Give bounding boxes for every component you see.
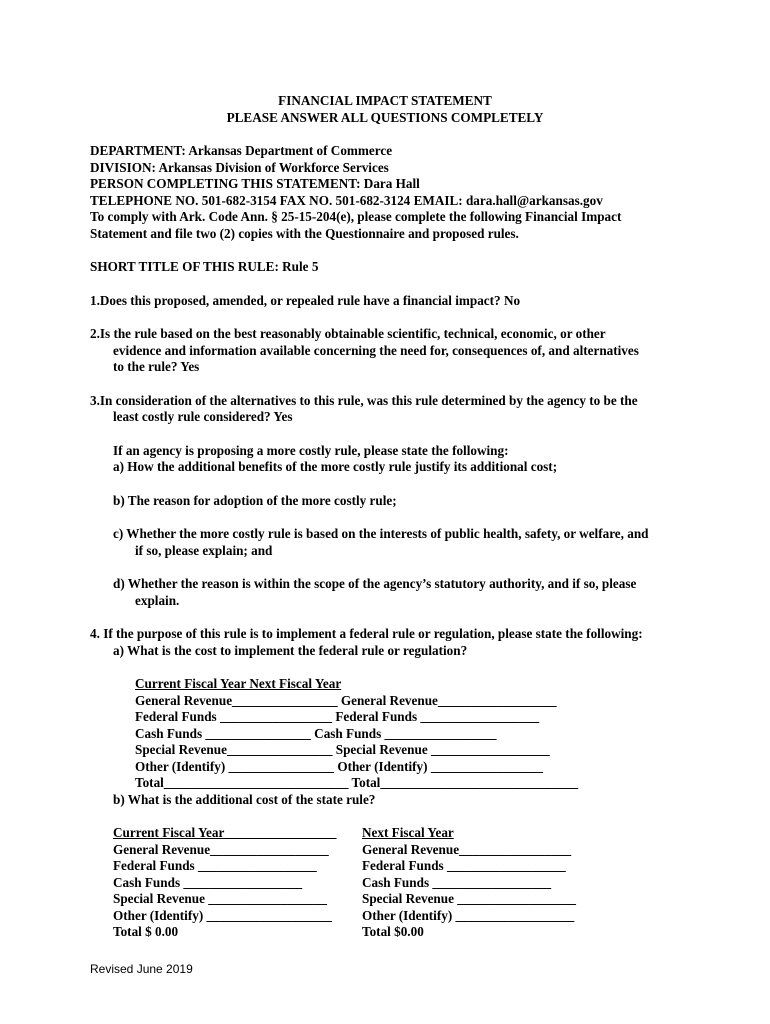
telephone-line: TELEPHONE NO. 501-682-3154 FAX NO. 501-682-3124 EMAIL: dara.hall@arkansas.gov (90, 192, 603, 208)
document-title: FINANCIAL IMPACT STATEMENT (278, 93, 492, 108)
state-cost-row: Other (Identify) ___________________ (113, 907, 332, 923)
state-cost-row: Special Revenue __________________ (362, 891, 576, 906)
state-cost-row: General Revenue__________________ (113, 841, 329, 857)
state-cost-row: Total $ 0.00 (113, 924, 179, 939)
costly-rule-b: b) The reason for adoption of the more costly rule; (113, 492, 397, 508)
financial-impact-statement (90, 93, 690, 941)
state-cost-next-year (362, 825, 576, 941)
question-4-a: a) What is the cost to implement the federal rule or regulation? (113, 642, 468, 658)
state-cost-row: General Revenue_________________ (362, 841, 572, 857)
question-4 (90, 626, 690, 941)
costly-rule-c-line-2: if so, please explain; and (135, 542, 273, 558)
state-cost-row: Federal Funds __________________ (113, 858, 317, 873)
federal-cost-row: Special Revenue________________ Special Revenue __________________ (135, 742, 550, 757)
state-cost-current-header: Current Fiscal Year (113, 825, 225, 840)
state-cost-current-year (113, 825, 336, 941)
state-cost-row: Total $0.00 (362, 924, 424, 939)
department-line: DEPARTMENT: Arkansas Department of Commerce (90, 143, 393, 158)
costly-rule-intro: If an agency is proposing a more costly rule, please state the following: (113, 442, 509, 458)
short-title: SHORT TITLE OF THIS RULE: Rule 5 (90, 259, 319, 274)
state-cost-next-header: Next Fiscal Year (362, 825, 454, 840)
division-line: DIVISION: Arkansas Division of Workforce Services (90, 159, 389, 175)
comply-line-2: Statement and file two (2) copies with the Questionnaire and proposed rules. (90, 225, 519, 241)
comply-line-1: To comply with Ark. Code Ann. § 25-15-204(e), please complete the following Financial Impact (90, 209, 622, 224)
question-1: 1.Does this proposed, amended, or repealed rule have a financial impact? No (90, 292, 521, 308)
state-cost-row: Cash Funds __________________ (362, 874, 552, 890)
state-cost-row: Other (Identify) __________________ (362, 907, 575, 923)
state-cost-row: Federal Funds __________________ (362, 858, 566, 873)
person-line: PERSON COMPLETING THIS STATEMENT: Dara Hall (90, 176, 420, 191)
question-3-line-1: 3.In consideration of the alternatives to this rule, was this rule determined by the agency to be the (90, 392, 638, 408)
question-2-line-2: evidence and information available concerning the need for, consequences of, and alternatives (113, 342, 639, 358)
question-2-line-1: 2.Is the rule based on the best reasonably obtainable scientific, technical, economic, or other (90, 326, 606, 341)
question-3 (90, 393, 690, 610)
question-4-b: b) What is the additional cost of the state rule? (113, 791, 376, 807)
costly-rule-d-line-2: explain. (135, 592, 180, 608)
state-cost-current-header-row (113, 825, 336, 842)
federal-cost-row: Federal Funds _________________ Federal Funds __________________ (135, 709, 540, 724)
federal-cost-row: General Revenue________________ General Revenue__________________ (135, 692, 557, 708)
federal-cost-row: Total____________________________ Total______________________________ (135, 775, 579, 790)
state-cost-row: Cash Funds __________________ (113, 874, 303, 890)
state-cost-current-header-rule: _________________ (224, 825, 337, 840)
federal-cost-row: Other (Identify) ________________ Other (Identify) _________________ (135, 758, 543, 774)
question-4-line-1: 4. If the purpose of this rule is to implement a federal rule or regulation, please state the following: (90, 626, 643, 641)
document-subtitle: PLEASE ANSWER ALL QUESTIONS COMPLETELY (226, 109, 544, 125)
federal-cost-table (90, 676, 690, 792)
state-cost-row: Special Revenue __________________ (113, 891, 327, 906)
state-cost-table (90, 825, 690, 941)
revision-footer: Revised June 2019 (90, 962, 193, 976)
costly-rule-d-line-1: d) Whether the reason is within the scope of the agency’s statutory authority, and if so, please (113, 576, 637, 591)
federal-cost-row: Cash Funds ________________ Cash Funds _________________ (135, 725, 497, 741)
question-3-line-2: least costly rule considered? Yes (113, 409, 293, 424)
federal-cost-header: Current Fiscal Year Next Fiscal Year (135, 676, 342, 691)
question-2-line-3: to the rule? Yes (113, 359, 200, 374)
question-2 (90, 326, 690, 376)
costly-rule-a: a) How the additional benefits of the more costly rule justify its additional cost; (113, 459, 558, 474)
costly-rule-c-line-1: c) Whether the more costly rule is based on the interests of public health, safety, or welfare, and (113, 526, 649, 541)
